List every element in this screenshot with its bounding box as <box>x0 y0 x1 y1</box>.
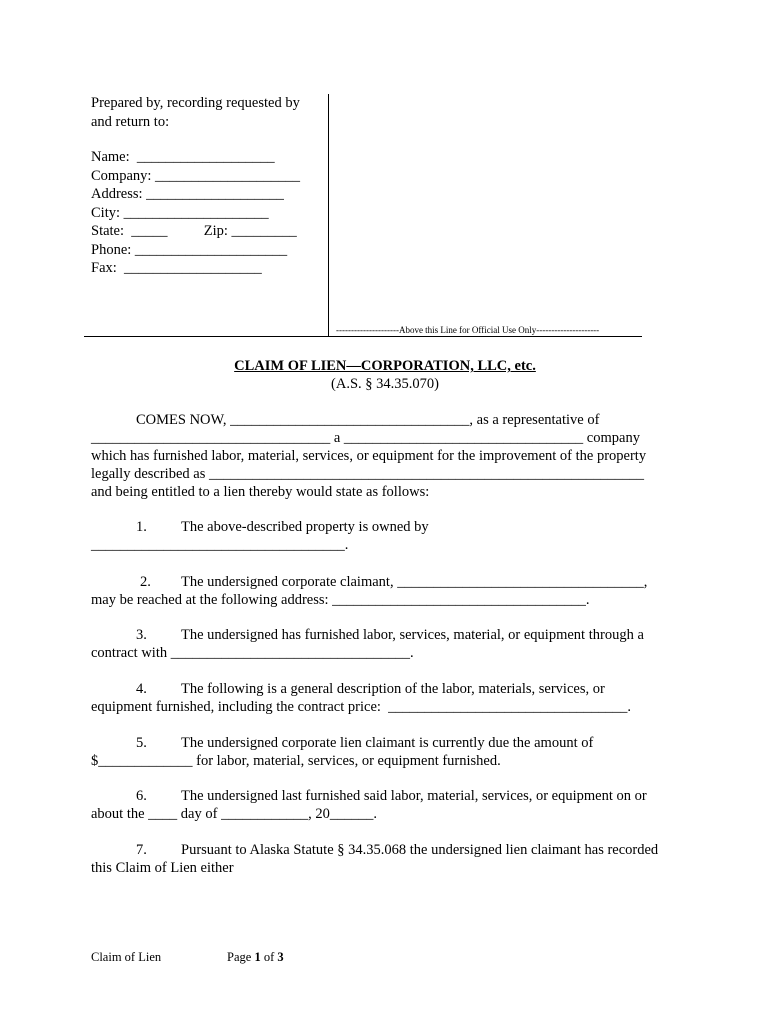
prepared-by-line2: and return to: <box>91 114 170 130</box>
page-current: 1 <box>254 950 261 964</box>
item-number: 1. <box>136 519 147 535</box>
address-blank[interactable]: may be reached at the following address: ___________________________________. <box>91 592 590 608</box>
page-total: 3 <box>277 950 284 964</box>
recording-divider-horizontal <box>84 336 642 337</box>
document-title: CLAIM OF LIEN—CORPORATION, LLC, etc. <box>234 358 536 374</box>
item-text: The undersigned has furnished labor, services, material, or equipment through a <box>181 627 644 643</box>
contract-blank[interactable]: contract with _________________________________. <box>91 645 414 661</box>
item-number: 2. <box>140 574 151 590</box>
fax-field[interactable]: Fax: ___________________ <box>91 260 262 276</box>
page-of: of <box>260 950 278 964</box>
item-number: 7. <box>136 842 147 858</box>
amount-due-blank[interactable]: $_____________ for labor, material, services, or equipment furnished. <box>91 753 501 769</box>
item-text-cont: this Claim of Lien either <box>91 860 234 876</box>
city-field[interactable]: City: ____________________ <box>91 205 269 221</box>
item-text: The above-described property is owned by <box>181 519 429 535</box>
intro-line-3: which has furnished labor, material, services, or equipment for the improvement of the property <box>91 448 647 464</box>
statute-reference: (A.S. § 34.35.070) <box>331 376 439 392</box>
item-number: 4. <box>136 681 147 697</box>
item-number: 6. <box>136 788 147 804</box>
intro-line-4[interactable]: legally described as ____________________________________________________________ <box>91 466 644 482</box>
address-field[interactable]: Address: ___________________ <box>91 186 284 202</box>
claimant-blank[interactable]: The undersigned corporate claimant, __________________________________, <box>181 574 648 590</box>
recording-divider-vertical <box>328 94 329 337</box>
item-text: The undersigned last furnished said labor, material, services, or equipment on or <box>181 788 647 804</box>
intro-line-5: and being entitled to a lien thereby would state as follows: <box>91 484 430 500</box>
date-blank[interactable]: about the ____ day of ____________, 20______. <box>91 806 377 822</box>
item-number: 3. <box>136 627 147 643</box>
item-text: Pursuant to Alaska Statute § 34.35.068 the undersigned lien claimant has recorded <box>181 842 659 858</box>
contract-price-blank[interactable]: equipment furnished, including the contract price: _________________________________. <box>91 699 632 715</box>
item-text: The undersigned corporate lien claimant is currently due the amount of <box>181 735 594 751</box>
owner-blank[interactable]: ___________________________________. <box>91 537 349 553</box>
name-field[interactable]: Name: ___________________ <box>91 149 275 165</box>
company-field[interactable]: Company: ____________________ <box>91 168 301 184</box>
phone-field[interactable]: Phone: _____________________ <box>91 242 288 258</box>
footer-page-number <box>227 948 284 967</box>
official-use-notice: ---------------------Above this Line for Official Use Only--------------------- <box>336 325 600 335</box>
page-label: Page <box>227 950 255 964</box>
item-text: The following is a general description of the labor, materials, services, or <box>181 681 605 697</box>
footer-doc-name: Claim of Lien <box>91 950 162 964</box>
state-zip-field[interactable]: State: _____ Zip: _________ <box>91 223 297 239</box>
intro-line-2[interactable]: _________________________________ a _________________________________ company <box>91 430 640 446</box>
item-number: 5. <box>136 735 147 751</box>
intro-line-1[interactable]: COMES NOW, _________________________________, as a representative of <box>136 412 600 428</box>
prepared-by-line1: Prepared by, recording requested by <box>91 95 300 111</box>
